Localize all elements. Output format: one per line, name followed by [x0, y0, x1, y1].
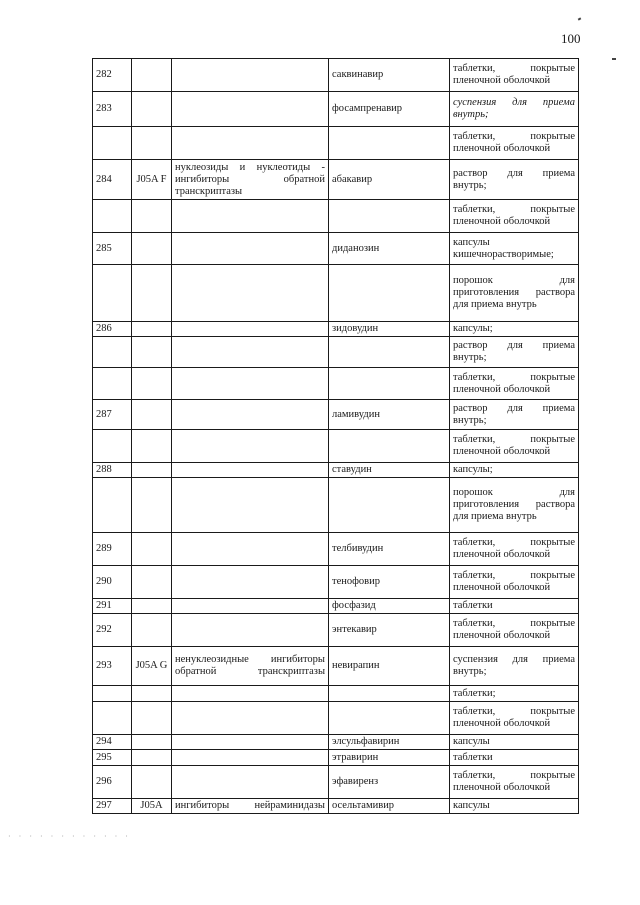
drug-group [172, 200, 329, 233]
drug-name [329, 478, 450, 533]
atc-code: J05A [132, 799, 172, 814]
drug-name [329, 702, 450, 735]
table-row [93, 463, 579, 478]
drug-group [172, 735, 329, 750]
drug-group [172, 127, 329, 160]
scan-mark [612, 58, 616, 60]
dosage-form: таблетки, покрытые пленочной оболочкой [450, 702, 579, 735]
table-row [93, 92, 579, 127]
drug-group [172, 686, 329, 702]
drug-name [329, 265, 450, 322]
row-number: 297 [93, 799, 132, 814]
drug-name: саквинавир [329, 59, 450, 92]
table-row [93, 59, 579, 92]
atc-code [132, 533, 172, 566]
atc-code [132, 566, 172, 599]
drug-group: ненуклеозидные ингибиторы обратной транскриптазы [172, 647, 329, 686]
scan-dots: · · · · · · · · · · · · [8, 832, 131, 841]
atc-code [132, 766, 172, 799]
atc-code [132, 614, 172, 647]
row-number: 292 [93, 614, 132, 647]
atc-code [132, 265, 172, 322]
dosage-form: порошок для приготовления раствора для приема внутрь [450, 478, 579, 533]
table-row [93, 750, 579, 766]
dosage-form: таблетки, покрытые пленочной оболочкой [450, 127, 579, 160]
atc-code [132, 478, 172, 533]
drug-group [172, 533, 329, 566]
table-row [93, 799, 579, 814]
atc-code [132, 735, 172, 750]
row-number: 284 [93, 160, 132, 200]
atc-code [132, 127, 172, 160]
page-number: 100 [561, 31, 581, 46]
table-row [93, 614, 579, 647]
drug-group [172, 400, 329, 430]
atc-code: J05A G [132, 647, 172, 686]
row-number: 285 [93, 233, 132, 265]
drug-name: фосфазид [329, 599, 450, 614]
dosage-form: таблетки, покрытые пленочной оболочкой [450, 533, 579, 566]
drug-group [172, 337, 329, 368]
dosage-form: суспензия для приема внутрь; [450, 647, 579, 686]
table-row [93, 127, 579, 160]
atc-code [132, 200, 172, 233]
atc-code [132, 750, 172, 766]
row-number: 294 [93, 735, 132, 750]
drug-group [172, 750, 329, 766]
row-number: 283 [93, 92, 132, 127]
drug-name: телбивудин [329, 533, 450, 566]
row-number [93, 337, 132, 368]
atc-code [132, 59, 172, 92]
table-row [93, 599, 579, 614]
atc-code [132, 400, 172, 430]
table-row [93, 160, 579, 200]
dosage-form: капсулы [450, 799, 579, 814]
dosage-form: таблетки, покрытые пленочной оболочкой [450, 430, 579, 463]
drug-name: ставудин [329, 463, 450, 478]
row-number: 295 [93, 750, 132, 766]
atc-code: J05A F [132, 160, 172, 200]
drug-name [329, 686, 450, 702]
dosage-form: таблетки, покрытые пленочной оболочкой [450, 59, 579, 92]
drug-table [92, 58, 579, 814]
dosage-form: таблетки; [450, 686, 579, 702]
atc-code [132, 233, 172, 265]
drug-name [329, 430, 450, 463]
drug-name [329, 200, 450, 233]
drug-group: нуклеозиды и нуклеотиды - ингибиторы обратной транскриптазы [172, 160, 329, 200]
table-row [93, 766, 579, 799]
table-row [93, 322, 579, 337]
table-row [93, 702, 579, 735]
row-number [93, 430, 132, 463]
drug-name: тенофовир [329, 566, 450, 599]
dosage-form: таблетки, покрытые пленочной оболочкой [450, 368, 579, 400]
table-row [93, 533, 579, 566]
atc-code [132, 599, 172, 614]
dosage-form: таблетки, покрытые пленочной оболочкой [450, 566, 579, 599]
drug-name: элсульфавирин [329, 735, 450, 750]
dosage-form: капсулы; [450, 322, 579, 337]
row-number: 291 [93, 599, 132, 614]
drug-group [172, 368, 329, 400]
drug-group [172, 599, 329, 614]
drug-group [172, 463, 329, 478]
drug-name: ламивудин [329, 400, 450, 430]
row-number: 289 [93, 533, 132, 566]
dosage-form: суспензия для приема внутрь; [450, 92, 579, 127]
atc-code [132, 337, 172, 368]
dosage-form: капсулы; [450, 463, 579, 478]
table-row [93, 478, 579, 533]
atc-code [132, 322, 172, 337]
table-row [93, 400, 579, 430]
drug-group: ингибиторы нейраминидазы [172, 799, 329, 814]
atc-code [132, 463, 172, 478]
drug-name: диданозин [329, 233, 450, 265]
row-number [93, 702, 132, 735]
table-row [93, 430, 579, 463]
dosage-form: таблетки, покрытые пленочной оболочкой [450, 766, 579, 799]
drug-name: зидовудин [329, 322, 450, 337]
atc-code [132, 702, 172, 735]
atc-code [132, 92, 172, 127]
atc-code [132, 368, 172, 400]
drug-name: эфавиренз [329, 766, 450, 799]
dosage-form: раствор для приема внутрь; [450, 160, 579, 200]
drug-group [172, 265, 329, 322]
drug-name: этравирин [329, 750, 450, 766]
drug-group [172, 430, 329, 463]
row-number: 286 [93, 322, 132, 337]
drug-group [172, 59, 329, 92]
table-row [93, 233, 579, 265]
dosage-form: капсулы кишечнорастворимые; [450, 233, 579, 265]
dosage-form: капсулы [450, 735, 579, 750]
table-row [93, 200, 579, 233]
row-number: 290 [93, 566, 132, 599]
drug-name: энтекавир [329, 614, 450, 647]
drug-group [172, 322, 329, 337]
table-row [93, 265, 579, 322]
drug-group [172, 478, 329, 533]
drug-name: невирапин [329, 647, 450, 686]
table-row [93, 368, 579, 400]
atc-code [132, 686, 172, 702]
drug-name: абакавир [329, 160, 450, 200]
table-row [93, 337, 579, 368]
drug-name: фосампренавир [329, 92, 450, 127]
row-number: 288 [93, 463, 132, 478]
table-row [93, 686, 579, 702]
dosage-form: раствор для приема внутрь; [450, 400, 579, 430]
dosage-form: таблетки, покрытые пленочной оболочкой [450, 200, 579, 233]
drug-group [172, 233, 329, 265]
drug-name [329, 337, 450, 368]
drug-group [172, 614, 329, 647]
row-number [93, 127, 132, 160]
row-number: 287 [93, 400, 132, 430]
row-number [93, 478, 132, 533]
drug-group [172, 702, 329, 735]
drug-group [172, 766, 329, 799]
table-row [93, 735, 579, 750]
row-number: 282 [93, 59, 132, 92]
row-number [93, 200, 132, 233]
dosage-form: таблетки [450, 750, 579, 766]
drug-name: осельтамивир [329, 799, 450, 814]
row-number: 296 [93, 766, 132, 799]
row-number: 293 [93, 647, 132, 686]
drug-name [329, 368, 450, 400]
dosage-form: таблетки [450, 599, 579, 614]
dosage-form: порошок для приготовления раствора для приема внутрь [450, 265, 579, 322]
table-row [93, 566, 579, 599]
row-number [93, 265, 132, 322]
dosage-form: раствор для приема внутрь; [450, 337, 579, 368]
scan-mark [578, 17, 582, 20]
drug-name [329, 127, 450, 160]
atc-code [132, 430, 172, 463]
dosage-form: таблетки, покрытые пленочной оболочкой [450, 614, 579, 647]
row-number [93, 368, 132, 400]
drug-group [172, 566, 329, 599]
row-number [93, 686, 132, 702]
drug-group [172, 92, 329, 127]
table-row [93, 647, 579, 686]
